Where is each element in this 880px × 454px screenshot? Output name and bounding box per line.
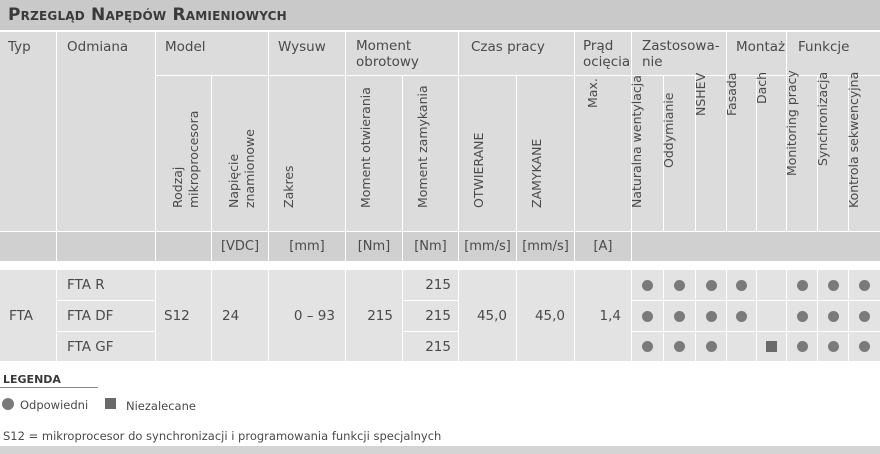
cell-zakres-value: 0 – 93	[293, 307, 335, 324]
subheader-kontrola-label: Kontrola sekwencyjna	[846, 71, 861, 208]
unit-rodzaj	[156, 232, 212, 262]
header-model-label: Model	[165, 39, 206, 55]
header-prad	[575, 32, 632, 76]
cell-rodzaj-value: S12	[164, 307, 190, 324]
subheader-zamykane-label: ZAMYKANE	[529, 138, 544, 208]
circle-marker-icon	[828, 341, 839, 352]
subheader-max-label: Max.	[585, 78, 600, 108]
subheader-napiecie-line1: Napięcie	[226, 153, 241, 208]
cell-zamykane	[517, 270, 575, 362]
cell-moment-zam-1	[403, 301, 459, 332]
marker-cell	[787, 332, 818, 362]
subheader-oddymianie-label: Oddymianie	[661, 92, 676, 168]
unit-zakres-label: [mm]	[289, 239, 325, 254]
header-typ-label: Typ	[8, 39, 31, 55]
marker-cell-inner	[818, 332, 848, 361]
marker-cell	[787, 301, 818, 332]
header-zastosowanie	[632, 32, 727, 76]
unit-otwierane-label: [mm/s]	[464, 239, 511, 254]
unit-napiecie-label: [VDC]	[220, 239, 260, 254]
marker-cell	[849, 301, 880, 332]
header-funkcje	[787, 32, 880, 76]
cell-zakres	[269, 270, 346, 362]
unit-zamykane-label: [mm/s]	[522, 239, 569, 254]
cell-typ	[0, 270, 57, 362]
cell-rodzaj	[156, 270, 212, 362]
header-czas-pracy-label: Czas pracy	[471, 39, 545, 55]
marker-cell-inner	[727, 270, 756, 300]
subheader-fasada	[724, 72, 757, 232]
cell-moment-otw	[346, 270, 403, 362]
cell-otwierane-value: 45,0	[476, 307, 507, 324]
marker-cell-inner	[632, 301, 663, 331]
subheader-zakres	[269, 76, 346, 232]
cell-moment-otw-value: 215	[367, 307, 393, 324]
circle-marker-icon	[797, 311, 808, 322]
marker-cell	[849, 332, 880, 362]
legend-not-recommended-label: Niezalecane	[126, 399, 196, 413]
subheader-zakres-label: Zakres	[281, 165, 296, 208]
marker-cell	[757, 332, 787, 362]
unit-zamykane	[517, 232, 575, 262]
marker-cell	[757, 301, 787, 332]
marker-cell-inner	[664, 332, 695, 361]
marker-cell-inner	[849, 332, 880, 361]
cell-odmiana-0-value: FTA R	[67, 277, 105, 293]
marker-cell	[696, 332, 727, 362]
cell-max	[575, 270, 632, 362]
header-wysuw-label: Wysuw	[278, 39, 326, 55]
marker-cell	[818, 301, 849, 332]
marker-cell-inner	[757, 301, 786, 331]
marker-cell	[664, 332, 696, 362]
header-czas-pracy	[459, 32, 575, 76]
unit-typ	[0, 232, 57, 262]
subheader-naturalna-label: Naturalna wentylacja	[629, 75, 644, 208]
subheader-otwierane-label: OTWIERANE	[471, 132, 486, 208]
marker-cell	[632, 332, 664, 362]
legend-square-icon	[105, 398, 116, 409]
unit-napiecie	[212, 232, 269, 262]
marker-cell-inner	[632, 332, 663, 361]
subheader-nshev-label: NSHEV	[693, 72, 708, 116]
subheader-fasada-label: Fasada	[724, 72, 739, 116]
subheader-max	[575, 76, 632, 232]
circle-marker-icon	[828, 280, 839, 291]
title-bar	[0, 0, 880, 30]
subheader-nshev	[693, 72, 727, 232]
subheader-monitoring	[784, 70, 818, 232]
circle-marker-icon	[674, 311, 685, 322]
unit-odmiana	[57, 232, 156, 262]
legend-circle-icon	[2, 398, 14, 410]
subheader-rodzaj	[156, 76, 212, 232]
subheader-napiecie	[212, 76, 269, 232]
cell-napiecie-value: 24	[222, 307, 240, 324]
marker-cell	[664, 270, 696, 301]
marker-cell	[664, 301, 696, 332]
unit-zakres	[269, 232, 346, 262]
cell-moment-zam-1-value: 215	[425, 308, 451, 324]
marker-cell-inner	[787, 332, 817, 361]
subheader-kontrola	[846, 71, 880, 232]
marker-cell-inner	[787, 301, 817, 331]
square-marker-icon	[766, 341, 777, 352]
header-moment-line2: obrotowy	[356, 54, 419, 70]
marker-cell	[757, 270, 787, 301]
marker-cell-inner	[632, 270, 663, 300]
circle-marker-icon	[859, 280, 870, 291]
unit-rest	[632, 232, 880, 262]
marker-cell	[727, 301, 757, 332]
circle-marker-icon	[674, 341, 685, 352]
cell-odmiana-2	[57, 332, 156, 362]
marker-cell	[696, 270, 727, 301]
header-prad-line2: ocięcia	[583, 54, 631, 70]
cell-odmiana-0	[57, 270, 156, 301]
subheader-rodzaj-line2: mikroprocesora	[186, 110, 201, 208]
circle-marker-icon	[706, 280, 717, 291]
header-funkcje-label: Funkcje	[798, 39, 850, 55]
cell-typ-value: FTA	[9, 307, 33, 324]
circle-marker-icon	[797, 341, 808, 352]
subheader-monitoring-label: Monitoring pracy	[784, 70, 799, 176]
circle-marker-icon	[859, 341, 870, 352]
marker-cell-inner	[727, 301, 756, 331]
marker-cell-inner	[757, 270, 786, 300]
marker-cell	[632, 270, 664, 301]
marker-cell	[727, 332, 757, 362]
header-zastosowanie-line2: nie	[642, 54, 663, 70]
cell-odmiana-1	[57, 301, 156, 332]
subheader-moment-zam	[403, 76, 459, 232]
header-montaz-label: Montaż	[736, 39, 786, 55]
unit-otwierane	[459, 232, 517, 262]
subheader-moment-zam-label: Moment zamykania	[415, 85, 430, 208]
header-model	[156, 32, 269, 76]
subheader-synchronizacja	[815, 71, 849, 232]
page-title: Przegląd Napędów Ramieniowych	[8, 5, 287, 25]
cell-zamykane-value: 45,0	[534, 307, 565, 324]
marker-cell	[727, 270, 757, 301]
subheader-moment-otw-label: Moment otwierania	[358, 87, 373, 208]
circle-marker-icon	[736, 280, 747, 291]
circle-marker-icon	[674, 280, 685, 291]
marker-cell-inner	[696, 332, 726, 361]
subheader-otwierane	[459, 76, 517, 232]
marker-cell-inner	[696, 301, 726, 331]
circle-marker-icon	[706, 341, 717, 352]
footnote: S12 = mikroprocesor do synchronizacji i programowania funkcji specjalnych	[3, 429, 442, 443]
header-moment	[346, 32, 459, 76]
subheader-moment-otw	[346, 76, 403, 232]
circle-marker-icon	[828, 311, 839, 322]
header-zastosowanie-line1: Zastosowa-	[642, 38, 720, 54]
header-wysuw	[269, 32, 346, 76]
marker-cell-inner	[727, 332, 756, 361]
marker-cell-inner	[696, 270, 726, 300]
header-odmiana	[57, 32, 156, 232]
legend-title: LEGENDA	[3, 373, 61, 386]
unit-max	[575, 232, 632, 262]
unit-max-label: [A]	[593, 239, 613, 254]
cell-odmiana-2-value: FTA GF	[67, 338, 114, 355]
subheader-naturalna	[629, 75, 664, 232]
circle-marker-icon	[642, 341, 653, 352]
marker-cell	[632, 301, 664, 332]
subheader-rodzaj-line1: Rodzaj	[170, 166, 185, 208]
circle-marker-icon	[642, 311, 653, 322]
marker-cell	[696, 301, 727, 332]
cell-moment-zam-0	[403, 270, 459, 301]
header-prad-line1: Prąd	[583, 38, 614, 54]
marker-cell	[818, 270, 849, 301]
header-odmiana-label: Odmiana	[67, 39, 129, 55]
cell-moment-zam-0-value: 215	[425, 277, 451, 293]
marker-cell-inner	[818, 270, 848, 300]
marker-cell-inner	[849, 301, 880, 331]
legend-suitable-label: Odpowiedni	[20, 398, 89, 412]
subheader-zamykane	[517, 76, 575, 232]
circle-marker-icon	[797, 280, 808, 291]
marker-cell-inner	[664, 270, 695, 300]
header-typ	[0, 32, 57, 232]
header-montaz	[727, 32, 787, 76]
subheader-dach-label: Dach	[754, 71, 769, 104]
circle-marker-icon	[859, 311, 870, 322]
cell-moment-zam-2	[403, 332, 459, 362]
unit-moment-otw-label: [Nm]	[357, 239, 391, 254]
marker-cell-inner	[849, 270, 880, 300]
marker-cell	[818, 332, 849, 362]
bottom-bar	[0, 446, 880, 454]
cell-odmiana-1-value: FTA DF	[67, 308, 114, 324]
header-moment-line1: Moment	[356, 38, 412, 54]
subheader-dach	[754, 71, 787, 232]
subheader-synchronizacja-label: Synchronizacja	[815, 71, 830, 166]
marker-cell-inner	[818, 301, 848, 331]
marker-cell	[787, 270, 818, 301]
legend-divider	[0, 387, 98, 388]
subheader-napiecie-line2: znamionowe	[242, 129, 257, 208]
circle-marker-icon	[736, 311, 747, 322]
marker-cell	[849, 270, 880, 301]
cell-max-value: 1,4	[599, 307, 621, 324]
cell-otwierane	[459, 270, 517, 362]
marker-cell-inner	[664, 301, 695, 331]
cell-napiecie	[212, 270, 269, 362]
unit-moment-zam-label: [Nm]	[414, 239, 447, 254]
unit-moment-otw	[346, 232, 403, 262]
circle-marker-icon	[706, 311, 717, 322]
cell-moment-zam-2-value: 215	[425, 338, 451, 355]
subheader-oddymianie	[661, 76, 696, 232]
circle-marker-icon	[642, 280, 653, 291]
unit-moment-zam	[403, 232, 459, 262]
marker-cell-inner	[757, 332, 786, 361]
marker-cell-inner	[787, 270, 817, 300]
